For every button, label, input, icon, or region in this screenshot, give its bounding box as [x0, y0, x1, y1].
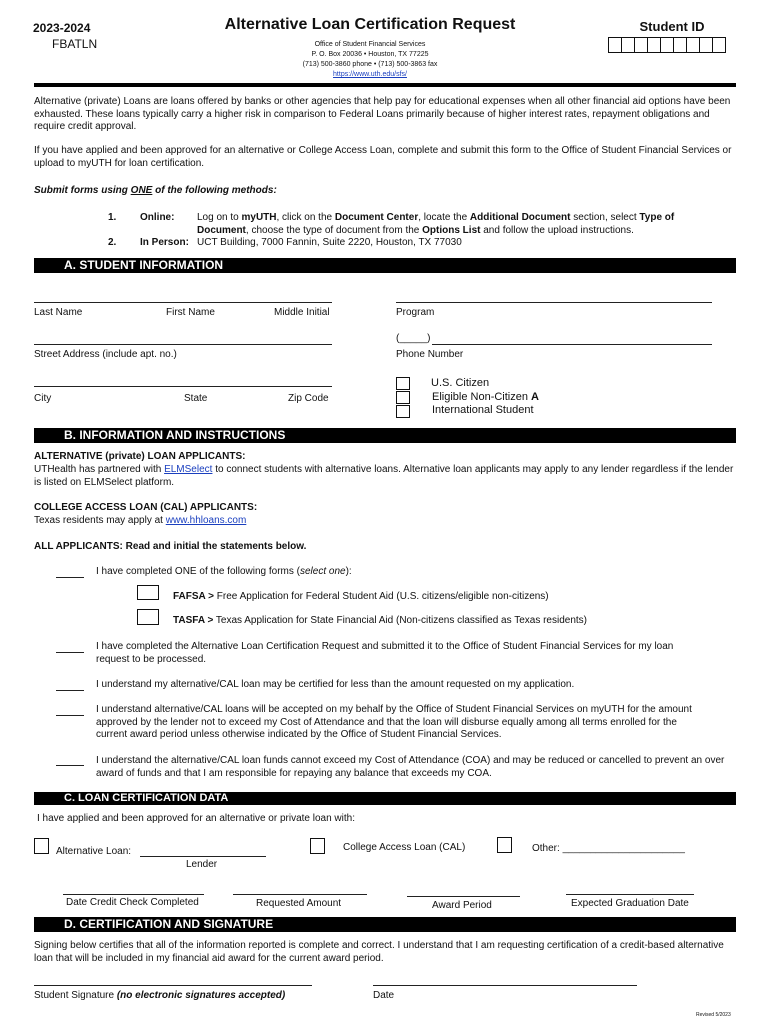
section-d-header: D. CERTIFICATION AND SIGNATURE: [34, 917, 736, 932]
requested-amount-label: Requested Amount: [256, 898, 342, 909]
method-2-label: In Person:: [140, 237, 189, 248]
office-phone: (713) 500-3860 phone • (713) 500-3863 fax: [302, 61, 438, 68]
statement-2: I have completed the Alternative Loan Certification Request and submitted it to the Office of Student Financial Services for my loan request to be processed.: [96, 641, 674, 665]
alternative-loan-label: Alternative Loan:: [56, 846, 132, 857]
tasfa-checkbox[interactable]: [137, 609, 159, 625]
student-id-digit-box[interactable]: [647, 37, 661, 53]
date-check-label: Date Credit Check Completed: [66, 897, 199, 908]
date-input-line[interactable]: [373, 985, 637, 986]
office-name: Office of Student Financial Services: [314, 41, 426, 48]
fafsa-option: FAFSA > Free Application for Federal Student Aid (U.S. citizens/eligible non-citizens): [173, 591, 549, 602]
student-id-digit-box[interactable]: [686, 37, 700, 53]
page-title: Alternative Loan Certification Request: [224, 16, 516, 33]
statement-5: I understand the alternative/CAL loan funds cannot exceed my Cost of Attendance (COA) and may be reduced or cancelled to prevent an over award of funds and that I am responsible for repaying any balance that exceeds my COA.: [96, 755, 725, 779]
middle-initial-label: Middle Initial: [274, 307, 330, 318]
grad-date-label: Expected Graduation Date: [571, 898, 689, 909]
phone-label: Phone Number: [396, 349, 464, 360]
form-code: FBATLN: [52, 37, 98, 51]
initial-line-5[interactable]: [56, 765, 84, 766]
phone-input-line[interactable]: [432, 344, 712, 345]
student-id-digit-box[interactable]: [712, 37, 726, 53]
first-name-label: First Name: [166, 307, 215, 318]
phone-area-code: (_____): [396, 333, 431, 344]
international-student-label: International Student: [432, 404, 534, 416]
zip-label: Zip Code: [288, 393, 329, 404]
program-input-line[interactable]: [396, 302, 712, 303]
initial-line-1[interactable]: [56, 577, 84, 578]
student-id-label: Student ID: [639, 19, 705, 34]
name-input-line[interactable]: [34, 302, 332, 303]
method-2-text: UCT Building, 7000 Fannin, Suite 2220, Houston, TX 77030: [197, 237, 462, 248]
date-label: Date: [373, 990, 395, 1001]
state-label: State: [184, 393, 208, 404]
student-id-digit-box[interactable]: [673, 37, 687, 53]
student-id-digit-box[interactable]: [699, 37, 713, 53]
date-check-input-line[interactable]: [63, 894, 204, 895]
international-student-checkbox[interactable]: [396, 405, 410, 418]
method-1-text: Log on to myUTH, click on the Document Center, locate the Additional Document section, select Type of Document, choose the type of document from the Options List and follow the upload instructions.: [197, 212, 675, 236]
office-website-link[interactable]: https://www.uth.edu/sfs/: [333, 71, 407, 78]
us-citizen-checkbox[interactable]: [396, 377, 410, 390]
statement-4: I understand alternative/CAL loans will be accepted on my behalf by the Office of Student Financial Services on myUTH for the amount approved by the lender not to exceed my Cost of Attendance and that the loan will disburse equally among all terms enrolled for the current award period unless otherwise indicated by the Office of Student Financial Services.: [96, 704, 692, 740]
cal-checkbox[interactable]: [310, 838, 325, 854]
student-id-digit-box[interactable]: [660, 37, 674, 53]
section-b-header: B. INFORMATION AND INSTRUCTIONS: [34, 428, 736, 443]
elmselect-link[interactable]: ELMSelect: [164, 464, 213, 475]
grad-date-input-line[interactable]: [566, 894, 694, 895]
method-2-number: 2.: [108, 237, 117, 248]
all-applicants-heading: ALL APPLICANTS: Read and initial the statements below.: [34, 541, 307, 552]
initial-line-2[interactable]: [56, 652, 84, 653]
cal-label: College Access Loan (CAL): [343, 842, 466, 853]
signature-input-line[interactable]: [34, 985, 312, 986]
submit-methods-heading: Submit forms using ONE of the following methods:: [34, 185, 277, 196]
office-address: P. O. Box 20036 • Houston, TX 77225: [311, 51, 429, 58]
header-divider: [34, 83, 736, 87]
street-label: Street Address (include apt. no.): [34, 349, 177, 360]
lender-label: Lender: [186, 859, 218, 870]
student-id-digit-box[interactable]: [608, 37, 622, 53]
lender-input-line[interactable]: [140, 856, 266, 857]
fafsa-checkbox[interactable]: [137, 585, 159, 600]
alt-applicants-text: UTHealth has partnered with ELMSelect to connect students with alternative loans. Alternative loan applicants may apply to any lender regardless if the lender is listed on ELMSelect platform.: [34, 464, 734, 488]
requested-amount-input-line[interactable]: [233, 894, 367, 895]
award-period-input-line[interactable]: [407, 896, 520, 897]
student-id-digit-box[interactable]: [621, 37, 635, 53]
intro-paragraph-2: If you have applied and been approved for an alternative or College Access Loan, complete and submit this form to the Office of Student Financial Services or upload to myUTH for loan certification.: [34, 145, 732, 169]
method-1-label: Online:: [140, 212, 175, 223]
eligible-non-citizen-label: Eligible Non-Citizen A: [432, 391, 539, 403]
award-period-label: Award Period: [432, 900, 492, 911]
intro-paragraph-1: Alternative (private) Loans are loans offered by banks or other agencies that help pay for educational expenses when all other financial aid options have been exhausted. These loans typically carry a higher risk in comparison to Federal Loans primarily because of higher interest rates, repayment obligations and require credit approval.: [34, 96, 731, 132]
section-a-header: A. STUDENT INFORMATION: [34, 258, 736, 273]
other-loan-checkbox[interactable]: [497, 837, 512, 853]
initial-line-4[interactable]: [56, 715, 84, 716]
signature-label: Student Signature (no electronic signatures accepted): [34, 990, 286, 1001]
section-c-header: C. LOAN CERTIFICATION DATA: [34, 792, 736, 805]
alt-applicants-heading: ALTERNATIVE (private) LOAN APPLICANTS:: [34, 451, 246, 462]
cal-applicants-text: Texas residents may apply at www.hhloans.com: [34, 515, 247, 526]
section-c-intro: I have applied and been approved for an alternative or private loan with:: [37, 813, 355, 824]
student-id-digit-box[interactable]: [634, 37, 648, 53]
tasfa-option: TASFA > Texas Application for State Financial Aid (Non-citizens classified as Texas residents): [173, 615, 587, 626]
year-label: 2023-2024: [33, 21, 91, 35]
city-state-zip-input-line[interactable]: [34, 386, 332, 387]
statement-3: I understand my alternative/CAL loan may be certified for less than the amount requested on my application.: [96, 679, 575, 690]
other-loan-label: Other: ______________________: [532, 843, 685, 854]
hhloans-link[interactable]: www.hhloans.com: [165, 515, 247, 526]
street-input-line[interactable]: [34, 344, 332, 345]
statement-1: I have completed ONE of the following forms (select one):: [96, 566, 352, 577]
last-name-label: Last Name: [34, 307, 83, 318]
eligible-non-citizen-checkbox[interactable]: [396, 391, 410, 404]
us-citizen-label: U.S. Citizen: [431, 377, 490, 389]
cal-applicants-heading: COLLEGE ACCESS LOAN (CAL) APPLICANTS:: [34, 502, 258, 513]
initial-line-3[interactable]: [56, 690, 84, 691]
method-1-number: 1.: [108, 212, 117, 223]
revision-note: Revised 5/2023: [696, 1012, 731, 1018]
alternative-loan-checkbox[interactable]: [34, 838, 49, 854]
certification-text: Signing below certifies that all of the information reported is complete and correct. I understand that I am requesting certification of a credit-based alternative loan that will be included in my financial aid award for the current award period.: [34, 940, 724, 964]
program-label: Program: [396, 307, 435, 318]
city-label: City: [34, 393, 52, 404]
